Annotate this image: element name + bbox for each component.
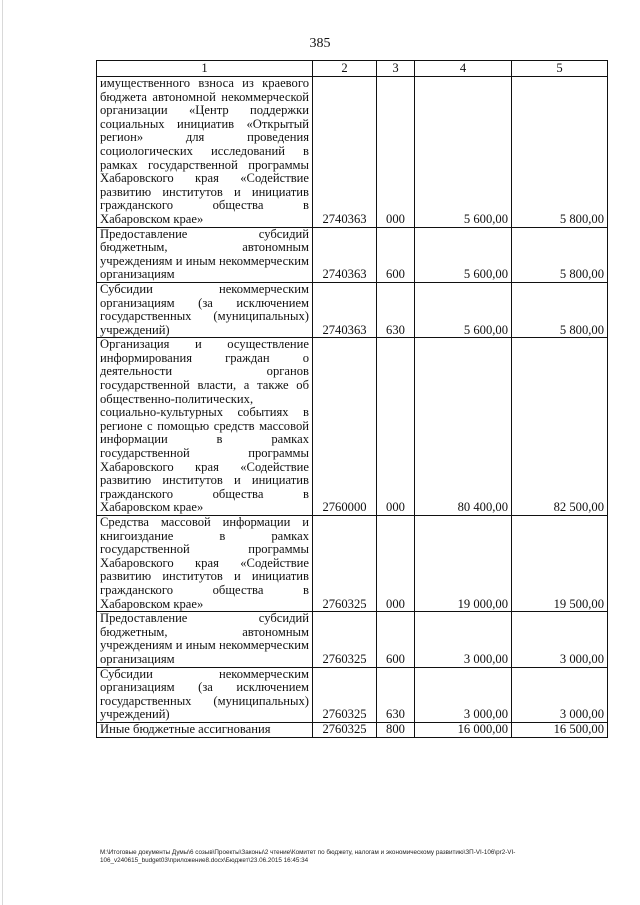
row-amount-col4: 3 000,00 xyxy=(415,612,512,667)
row-amount-col4: 80 400,00 xyxy=(415,338,512,516)
row-expense-type: 630 xyxy=(377,282,415,337)
row-target-code: 2740363 xyxy=(313,227,377,282)
column-header-4: 4 xyxy=(415,61,512,77)
table-row xyxy=(97,612,608,667)
page-number: 385 xyxy=(309,36,331,51)
scan-edge-line xyxy=(2,0,3,905)
row-amount-col5: 16 500,00 xyxy=(512,722,608,737)
row-amount-col4: 3 000,00 xyxy=(415,667,512,722)
row-expense-type: 000 xyxy=(377,338,415,516)
table-row xyxy=(97,338,608,516)
row-amount-col5: 5 800,00 xyxy=(512,77,608,228)
row-description: Иные бюджетные ассигнования xyxy=(97,722,313,737)
table-row xyxy=(97,516,608,612)
table-header-row xyxy=(97,61,608,77)
row-amount-col4: 5 600,00 xyxy=(415,227,512,282)
row-description: Субсидии некоммерческим организациям (за исключением государственных (муниципальных) учреждений) xyxy=(97,667,313,722)
row-description: имущественного взноса из краевого бюджета автономной некоммерческой организации «Центр поддержки социальных инициатив «Открытый регион» для проведения социологических исследований в рамках государственной программы Хабаровского края «Содействие развитию институтов и инициатив гражданского общества в Хабаровском крае» xyxy=(97,77,313,228)
table-row xyxy=(97,667,608,722)
row-amount-col5: 19 500,00 xyxy=(512,516,608,612)
row-description: Средства массовой информации и книгоиздание в рамках государственной программы Хабаровского края «Содействие развитию институтов и инициатив гражданского общества в Хабаровском крае» xyxy=(97,516,313,612)
column-header-1: 1 xyxy=(97,61,313,77)
budget-table xyxy=(96,60,608,738)
row-description: Субсидии некоммерческим организациям (за исключением государственных (муниципальных) учреждений) xyxy=(97,282,313,337)
table-row xyxy=(97,227,608,282)
row-amount-col4: 5 600,00 xyxy=(415,282,512,337)
row-target-code: 2760000 xyxy=(313,338,377,516)
row-amount-col5: 3 000,00 xyxy=(512,612,608,667)
table-row xyxy=(97,282,608,337)
row-target-code: 2740363 xyxy=(313,77,377,228)
row-amount-col5: 5 800,00 xyxy=(512,227,608,282)
row-amount-col4: 19 000,00 xyxy=(415,516,512,612)
row-expense-type: 630 xyxy=(377,667,415,722)
row-expense-type: 600 xyxy=(377,612,415,667)
row-amount-col5: 82 500,00 xyxy=(512,338,608,516)
column-header-5: 5 xyxy=(512,61,608,77)
row-target-code: 2760325 xyxy=(313,516,377,612)
row-expense-type: 800 xyxy=(377,722,415,737)
document-path-footer: M:\Итоговые документы Думы\6 созыв\Проекты\Законы\2 чтение\Комитет по бюджету, налогам и экономическому развитию\ЗП-VI-106\pr2-VI-106_v240615_budget03\приложение8.docx\Бюджет\23.06.2015 16:45:34 xyxy=(100,849,516,864)
row-expense-type: 000 xyxy=(377,516,415,612)
column-header-2: 2 xyxy=(313,61,377,77)
row-target-code: 2760325 xyxy=(313,722,377,737)
row-amount-col5: 3 000,00 xyxy=(512,667,608,722)
row-amount-col5: 5 800,00 xyxy=(512,282,608,337)
row-target-code: 2760325 xyxy=(313,612,377,667)
row-target-code: 2760325 xyxy=(313,667,377,722)
table-row xyxy=(97,722,608,737)
row-amount-col4: 5 600,00 xyxy=(415,77,512,228)
row-description: Организация и осуществление информирования граждан о деятельности органов государственной власти, а также об общественно-политических, социально-культурных событиях в регионе с помощью средств массовой информации в рамках государственной программы Хабаровского края «Содействие развитию институтов и инициатив гражданского общества в Хабаровском крае» xyxy=(97,338,313,516)
table-row xyxy=(97,77,608,228)
row-amount-col4: 16 000,00 xyxy=(415,722,512,737)
row-description: Предоставление субсидий бюджетным, автономным учреждениям и иным некоммерческим организациям xyxy=(97,612,313,667)
row-target-code: 2740363 xyxy=(313,282,377,337)
row-expense-type: 600 xyxy=(377,227,415,282)
column-header-3: 3 xyxy=(377,61,415,77)
row-description: Предоставление субсидий бюджетным, автономным учреждениям и иным некоммерческим организациям xyxy=(97,227,313,282)
row-expense-type: 000 xyxy=(377,77,415,228)
